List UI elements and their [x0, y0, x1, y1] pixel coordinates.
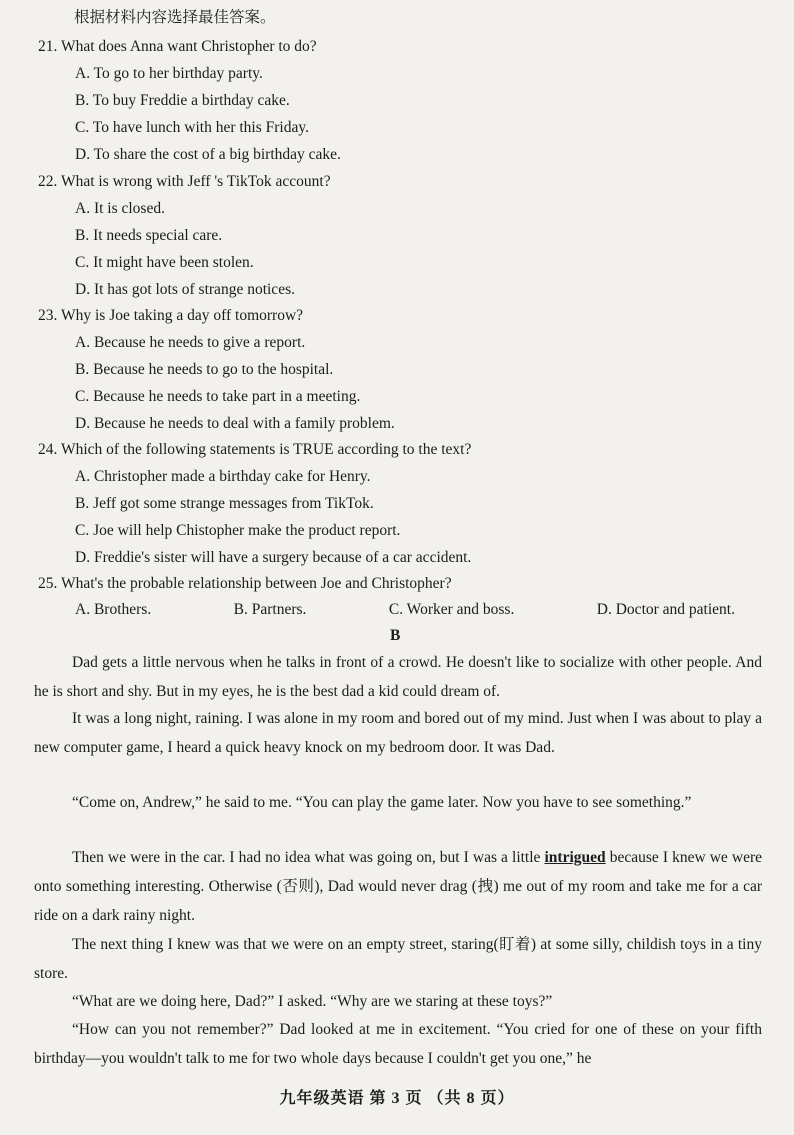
section-label: B	[390, 627, 401, 644]
passage-paragraph-2: It was a long night, raining. I was alone in my room and bored out of my mind. Just when I was about to play a new computer game, I heard a quick heavy knock on my bedroom door. It was Dad.	[34, 710, 762, 756]
passage-p4-after: because I knew we were onto something interesting. Otherwise (否则), Dad would never drag (拽) me out of my room and take me for a car ride on a dark rainy night.	[34, 849, 762, 924]
vocab-highlight-intrigued: intrigued	[544, 849, 606, 866]
question-23-option-d: D. Because he needs to deal with a family problem.	[75, 415, 395, 432]
passage-p4-before: Then we were in the car. I had no idea what was going on, but I was a little	[72, 849, 545, 866]
passage-paragraph-6: “What are we doing here, Dad?” I asked. “Why are we staring at these toys?”	[72, 993, 553, 1010]
question-24-option-d: D. Freddie's sister will have a surgery because of a car accident.	[75, 549, 472, 566]
question-24-option-a: A. Christopher made a birthday cake for Henry.	[75, 468, 371, 485]
question-23-stem: 23. Why is Joe taking a day off tomorrow?	[38, 307, 304, 324]
question-25-option-a: A. Brothers.	[75, 601, 152, 618]
question-22-option-a: A. It is closed.	[75, 200, 165, 217]
question-23-option-c: C. Because he needs to take part in a meeting.	[75, 388, 361, 405]
question-21-option-d: D. To share the cost of a big birthday cake.	[75, 146, 341, 163]
question-25-option-c: C. Worker and boss.	[388, 601, 515, 618]
question-23-option-b: B. Because he needs to go to the hospital.	[75, 361, 334, 378]
passage-paragraph-5: The next thing I knew was that we were on an empty street, staring(盯着) at some silly, childish toys in a tiny store.	[34, 936, 762, 982]
question-24-stem: 24. Which of the following statements is TRUE according to the text?	[38, 441, 472, 458]
question-21-stem: 21. What does Anna want Christopher to do?	[38, 38, 317, 55]
passage-paragraph-3: “Come on, Andrew,” he said to me. “You can play the game later. Now you have to see something.”	[72, 794, 692, 811]
question-22-option-c: C. It might have been stolen.	[75, 254, 254, 271]
question-25-option-b: B. Partners.	[233, 601, 307, 618]
question-22-option-d: D. It has got lots of strange notices.	[75, 281, 295, 298]
question-21-option-a: A. To go to her birthday party.	[75, 65, 263, 82]
question-24-option-b: B. Jeff got some strange messages from TikTok.	[75, 495, 374, 512]
question-22-option-b: B. It needs special care.	[75, 227, 223, 244]
instruction: 根据材料内容选择最佳答案。	[74, 9, 276, 26]
question-25-option-d: D. Doctor and patient.	[596, 601, 735, 618]
question-23-option-a: A. Because he needs to give a report.	[75, 334, 306, 351]
passage-paragraph-1: Dad gets a little nervous when he talks in front of a crowd. He doesn't like to socialize with other people. And he is short and shy. But in my eyes, he is the best dad a kid could dream of.	[34, 654, 762, 700]
question-21-option-b: B. To buy Freddie a birthday cake.	[75, 92, 290, 109]
question-25-options	[75, 600, 735, 620]
question-25-stem: 25. What's the probable relationship between Joe and Christopher?	[38, 575, 452, 592]
passage-paragraph-7: “How can you not remember?” Dad looked at me in excitement. “You cried for one of these on your fifth birthday—you wouldn't talk to me for two whole days because I couldn't get you one,” he	[34, 1021, 762, 1067]
question-21-option-c: C. To have lunch with her this Friday.	[75, 119, 309, 136]
passage-paragraph-4	[34, 843, 762, 930]
page-footer: 九年级英语 第 3 页 （共 8 页）	[279, 1090, 515, 1107]
question-22-stem: 22. What is wrong with Jeff 's TikTok account?	[38, 173, 331, 190]
question-24-option-c: C. Joe will help Chistopher make the product report.	[75, 522, 401, 539]
